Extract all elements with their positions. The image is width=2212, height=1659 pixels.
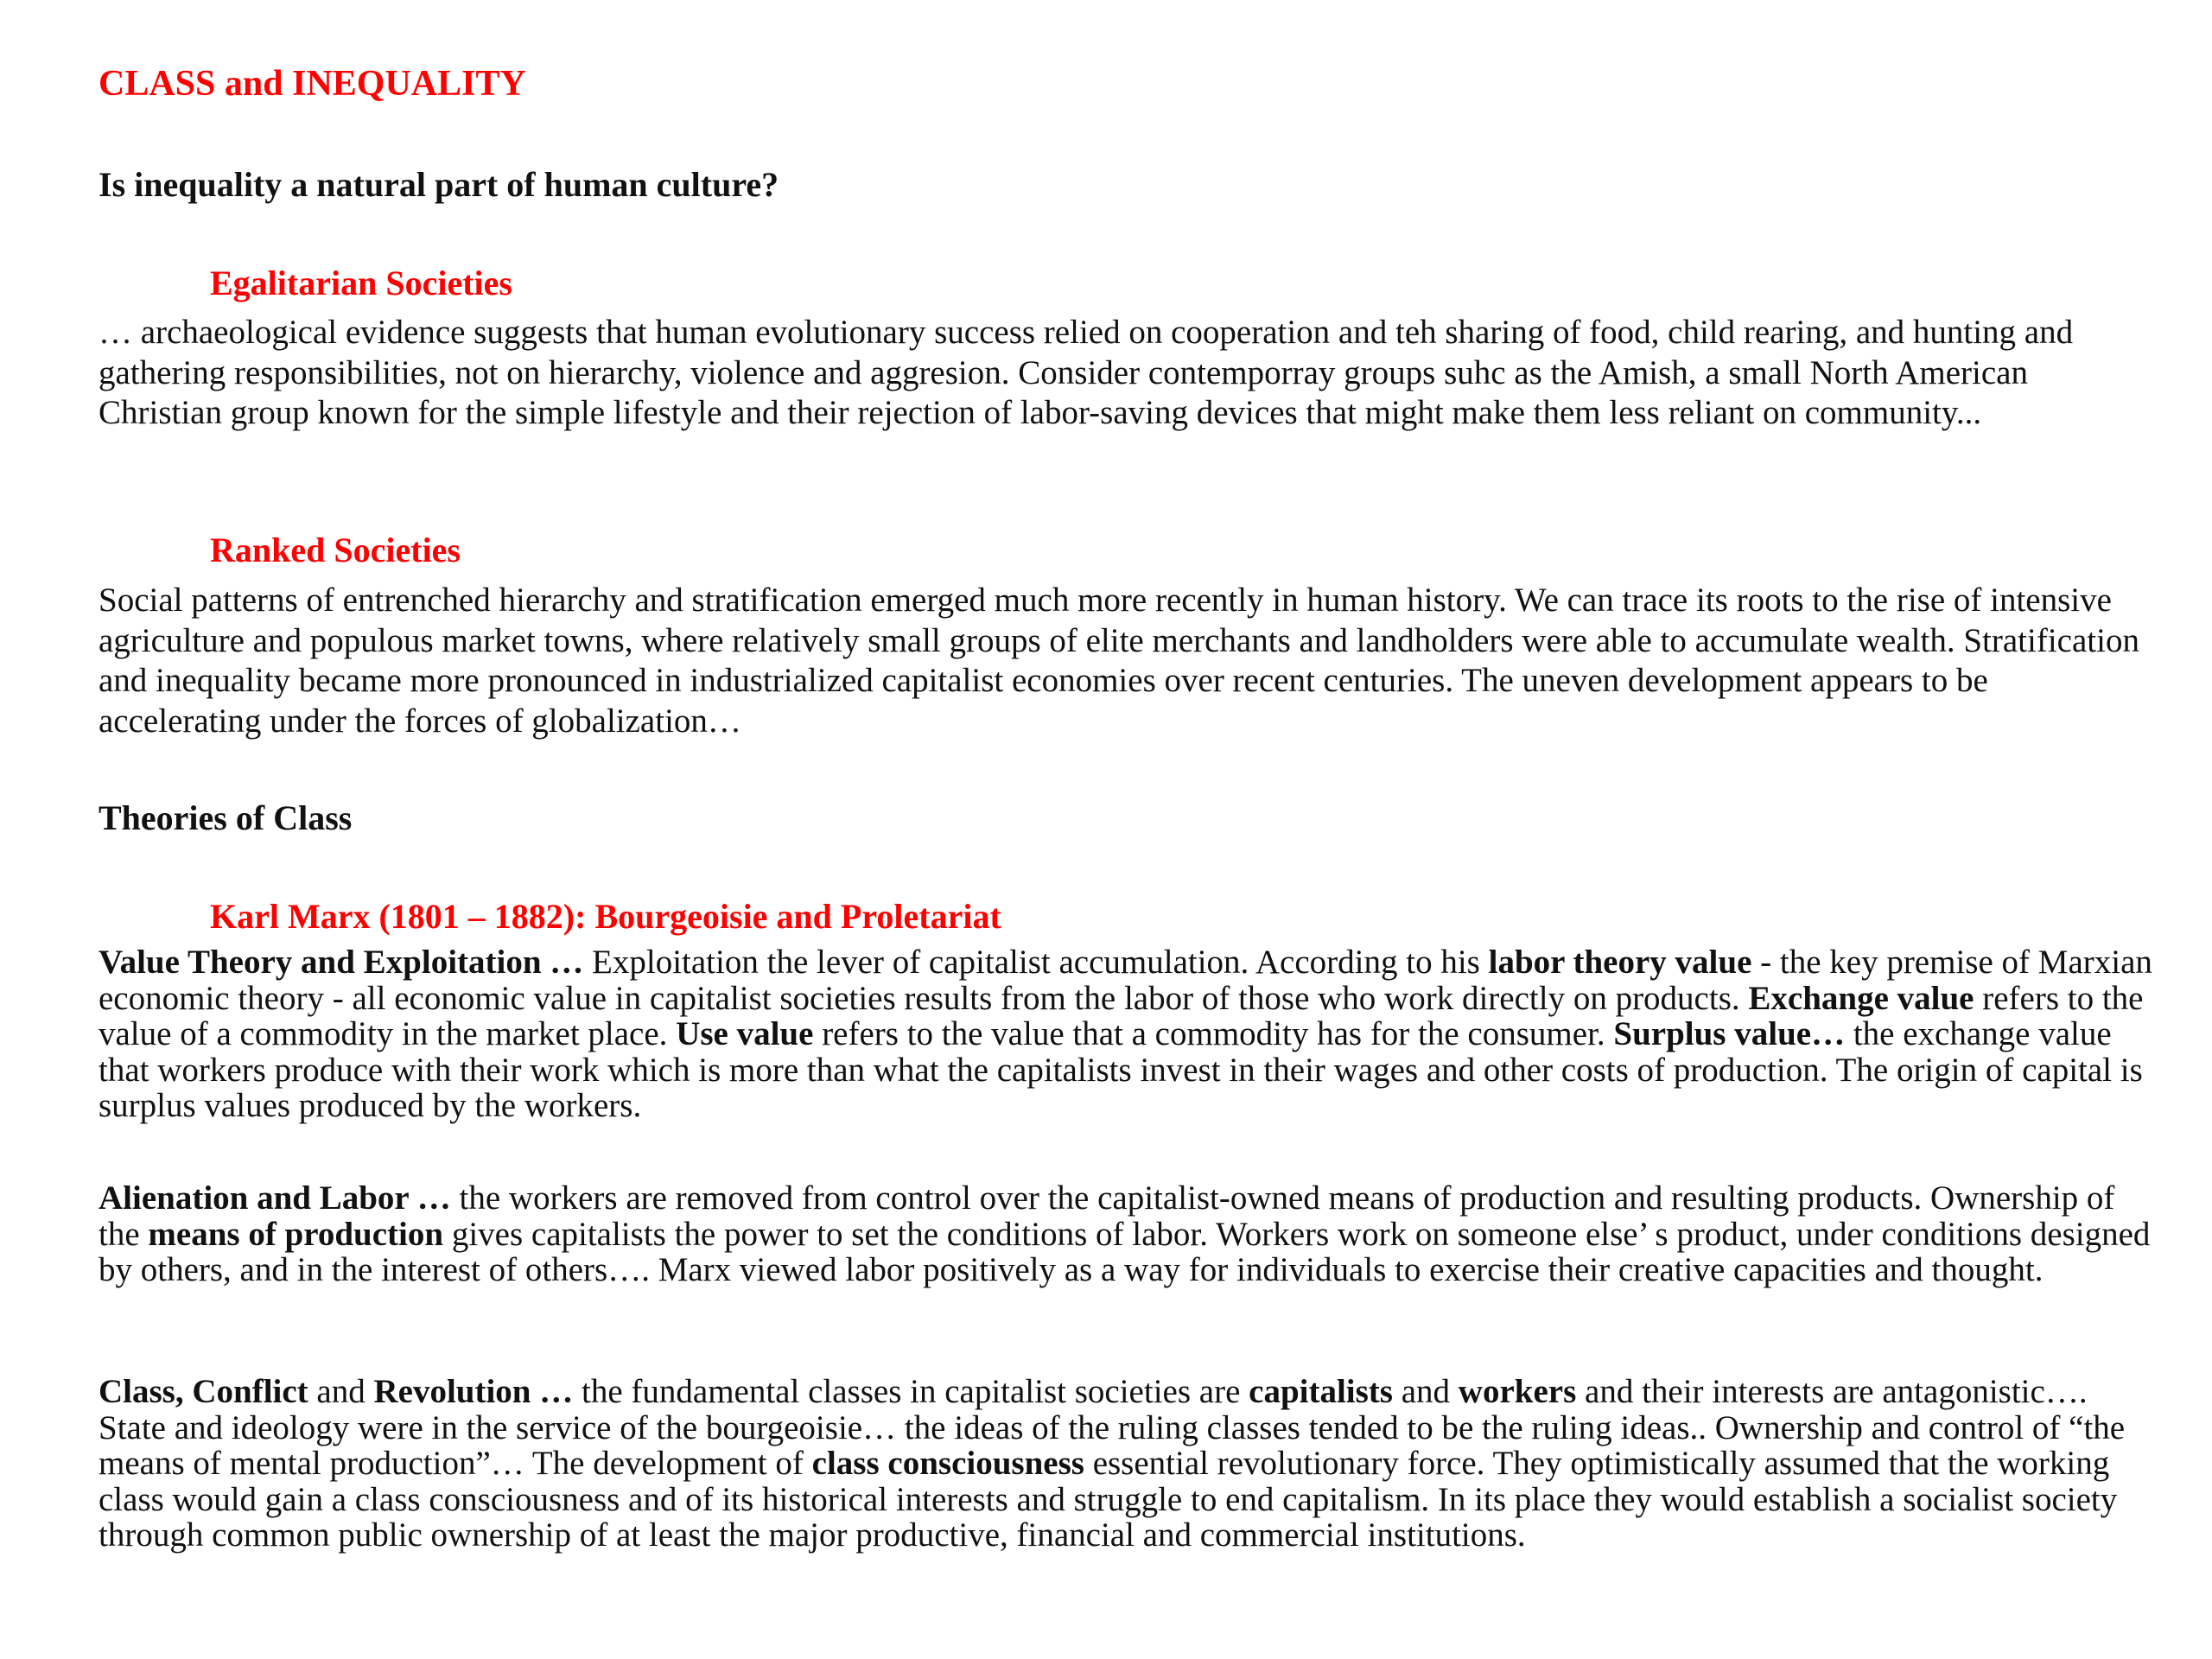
marx-heading: Karl Marx (1801 – 1882): Bourgeoisie and Proletariat	[210, 897, 1001, 936]
egalitarian-paragraph: … archaeological evidence suggests that human evolutionary success relied on cooperation and teh sharing of food, child rearing, and hunting and gathering responsibilities, not on hierarchy, violence and aggresion. Consider contemporray groups suhc as the Amish, a small North American Christian group known for the simple lifestyle and their rejection of labor-saving devices that might make them less reliant on community...	[99, 314, 2074, 431]
value-theory-text-5: the exchange value that workers produce with their work which is more than what the capitalists invest in their wages and other costs of production. The origin of capital is surplus values produced by the workers.	[99, 1015, 2143, 1124]
workers-term: workers	[1458, 1373, 1577, 1410]
class-conflict-text-4: and their interests are antagonistic…. State and ideology were in the service of the bourgeoisie… the ideas of the ruling classes tended to be the ruling ideas.. Ownership and control of “the means of mental production”… The development of	[99, 1373, 2126, 1482]
means-of-production-term: means of production	[148, 1215, 444, 1253]
value-theory-term: Value Theory and Exploitation …	[99, 944, 584, 981]
class-conflict-term: Class, Conflict	[99, 1373, 308, 1410]
class-conflict-paragraph	[99, 1374, 2155, 1554]
exchange-value-term: Exchange value	[1748, 979, 1974, 1017]
class-conflict-text-5: essential revolutionary force. They optimistically assumed that the working class would gain a class consciousness and of its historical interests and struggle to end capitalism. In its place they would establish a socialist society through common public ownership of at least the major productive, financial and commercial institutions.	[99, 1445, 2118, 1554]
value-theory-paragraph	[99, 944, 2155, 1124]
class-conflict-text-1: and	[308, 1373, 374, 1410]
class-conflict-text-3: and	[1392, 1373, 1459, 1410]
alienation-text-1: the workers are removed from control over the capitalist-owned means of production and resulting products. Ownership of the	[99, 1179, 2115, 1253]
class-conflict-text-2: the fundamental classes in capitalist societies are	[573, 1373, 1249, 1410]
revolution-term: Revolution …	[373, 1373, 574, 1410]
alienation-text-2: gives capitalists the power to set the conditions of labor. Workers work on someone else’ s product, under conditions designed by others, and in the interest of others…. Marx viewed labor positively as a way for individuals to exercise their creative capacities and thought.	[99, 1215, 2151, 1288]
class-consciousness-term: class consciousness	[811, 1445, 1084, 1482]
theories-heading: Theories of Class	[99, 798, 353, 837]
value-theory-text-2: - the key premise of Marxian economic theory - all economic value in capitalist societies results from the labor of those who work directly on products.	[99, 944, 2152, 1017]
ranked-heading: Ranked Societies	[210, 531, 461, 569]
document-title: CLASS and INEQUALITY	[99, 64, 526, 104]
value-theory-text-1: Exploitation the lever of capitalist accumulation. According to his	[583, 944, 1489, 981]
egalitarian-heading: Egalitarian Societies	[210, 264, 512, 302]
surplus-value-term: Surplus value…	[1613, 1015, 1846, 1052]
value-theory-text-3: refers to the value of a commodity in the market place.	[99, 979, 2144, 1052]
value-theory-text-4: refers to the value that a commodity has for the consumer.	[813, 1015, 1614, 1052]
alienation-paragraph	[99, 1180, 2155, 1288]
ranked-paragraph: Social patterns of entrenched hierarchy and stratification emerged much more recently in human history. We can trace its roots to the rise of intensive agriculture and populous market towns, where relatively small groups of elite merchants and landholders were able to accumulate wealth. Stratification and inequality became more pronounced in industrialized capitalist economies over recent centuries. The uneven development appears to be accelerating under the forces of globalization…	[99, 582, 2139, 740]
alienation-term: Alienation and Labor …	[99, 1179, 451, 1217]
question-heading: Is inequality a natural part of human culture?	[99, 165, 779, 204]
use-value-term: Use value	[676, 1015, 814, 1052]
labor-theory-value-term: labor theory value	[1488, 944, 1752, 981]
capitalists-term: capitalists	[1249, 1373, 1393, 1410]
